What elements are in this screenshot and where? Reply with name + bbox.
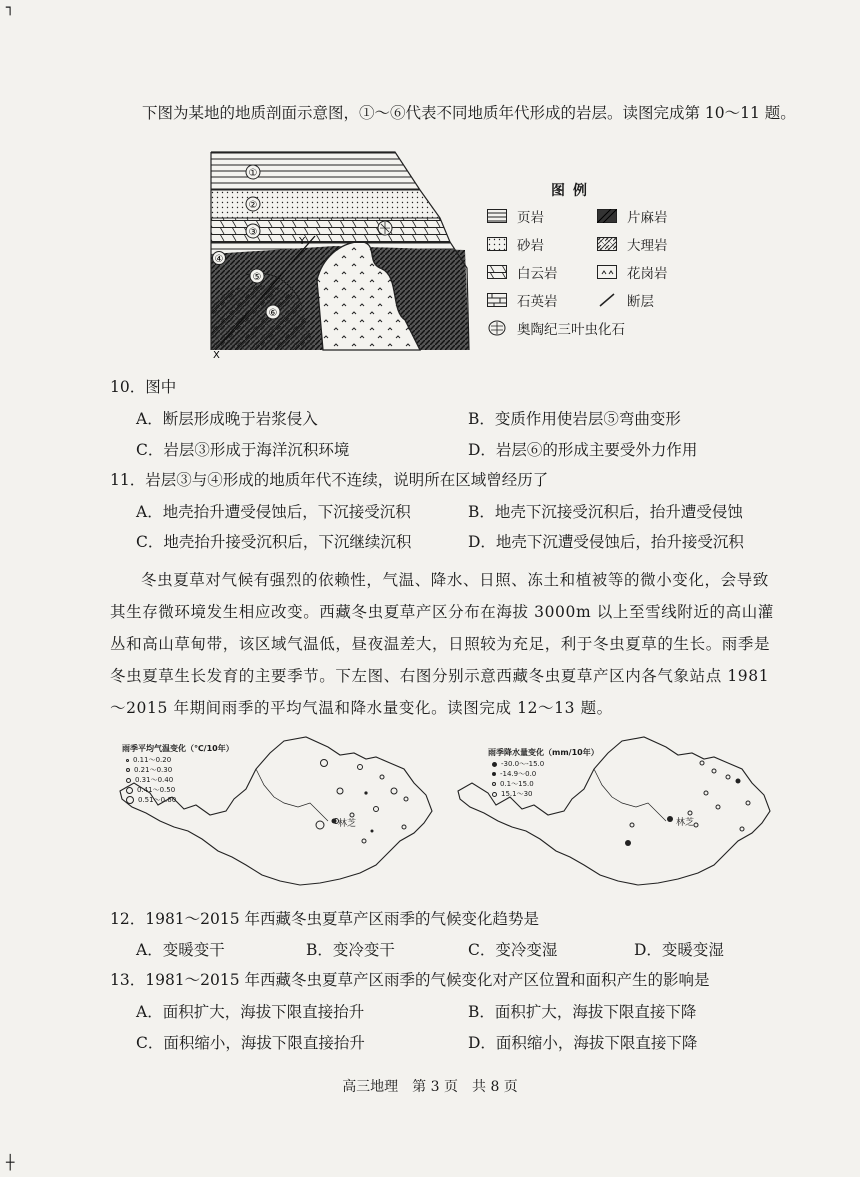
linzhi-station-left [332, 819, 337, 824]
q12-stem: 12．1981～2015 年西藏冬虫夏草产区雨季的气候变化趋势是 [110, 910, 540, 928]
legend-fault: 断层 [597, 290, 717, 310]
precipitation-change-map [452, 733, 782, 893]
sandstone-swatch-icon [487, 237, 507, 251]
precipitation-map-legend: -30.0～-15.0 -14.9～0.0 0.1～15.0 15.1～30 [492, 759, 544, 799]
linzhi-station-right [667, 816, 673, 822]
legend-sandstone: 砂岩 [487, 234, 597, 254]
q10-option-a[interactable]: A．断层形成晚于岩浆侵入 [136, 410, 318, 428]
fault-mark-y: Y [299, 236, 306, 247]
q11-option-d[interactable]: D．地壳下沉遭受侵蚀后，抬升接受沉积 [468, 533, 744, 551]
legend-trilobite-fossil: 奥陶纪三叶虫化石 [487, 318, 717, 338]
granite-swatch-icon [597, 265, 617, 279]
q12-option-b[interactable]: B．变冷变干 [306, 941, 395, 959]
q11-option-a[interactable]: A．地壳抬升遭受侵蚀后，下沉接受沉积 [136, 503, 411, 521]
legend-dolomite: 白云岩 [487, 262, 597, 282]
q13-option-c[interactable]: C．面积缩小，海拔下限直接抬升 [136, 1034, 365, 1052]
q10-option-d[interactable]: D．岩层⑥的形成主要受外力作用 [468, 441, 698, 459]
layer-label-2: ② [248, 200, 258, 211]
cordyceps-passage: 冬虫夏草对气候有强烈的依赖性，气温、降水、日照、冻土和植被等的微小变化，会导致其生存微环境发生相应改变。西藏冬虫夏草产区分布在海拔 3000m 以上至雪线附近的高山灌丛和高山草甸带，该区域气温低，昼夜温差大，日照较为充足，利于冬虫夏草的生长。雨季是冬虫夏草生长发育的主要季节。下左图、右图分别示意西藏冬虫夏草产区内各气象站点 1981～2015 年期间雨季的平均气温和降水量变化。读图完成 12～13 题。 [110, 571, 774, 717]
q13-stem: 13．1981～2015 年西藏冬虫夏草产区雨季的气候变化对产区位置和面积产生的影响是 [110, 971, 710, 989]
layer-label-5: ⑤ [252, 272, 262, 283]
q13-option-d[interactable]: D．面积缩小，海拔下限直接下降 [468, 1034, 698, 1052]
layer-label-4: ④ [214, 254, 224, 265]
quartzite-swatch-icon [487, 293, 507, 307]
fault-symbol-icon [597, 293, 617, 307]
q12-option-a[interactable]: A．变暖变干 [136, 941, 225, 959]
layer-label-3: ③ [248, 227, 258, 238]
legend-shale: 页岩 [487, 206, 597, 226]
q11-option-c[interactable]: C．地壳抬升接受沉积后，下沉继续沉积 [136, 533, 412, 551]
fault-mark-x: X [213, 350, 220, 360]
legend-gneiss: 片麻岩 [597, 206, 717, 226]
page-footer: 高三地理 第 3 页 共 8 页 [342, 1079, 518, 1095]
legend-title: 图例 [551, 183, 595, 199]
layer-label-1: ① [248, 168, 258, 179]
legend-marble: 大理岩 [597, 234, 717, 254]
intro-q10-11: 下图为某地的地质剖面示意图，①～⑥代表不同地质年代形成的岩层。读图完成第 10～11 题。 [142, 104, 796, 122]
q12-option-c[interactable]: C．变冷变湿 [468, 941, 558, 959]
profile-legend [487, 206, 717, 338]
q11-stem: 11．岩层③与④形成的地质年代不连续，说明所在区域曾经历了 [110, 471, 549, 489]
q10-option-c[interactable]: C．岩层③形成于海洋沉积环境 [136, 441, 350, 459]
crop-mark-bottom: ┼ [6, 1155, 15, 1171]
geological-profile-diagram [205, 150, 475, 360]
gneiss-swatch-icon [597, 209, 617, 223]
marble-swatch-icon [597, 237, 617, 251]
temperature-map-legend: 0.11～0.20 0.21～0.30 0.31～0.40 0.41～0.50 0.51～0.60 [126, 755, 176, 805]
temperature-change-map [114, 733, 444, 893]
temperature-map-title: 雨季平均气温变化（℃/10年） [122, 744, 234, 753]
q13-option-a[interactable]: A．面积扩大，海拔下限直接抬升 [136, 1003, 365, 1021]
dolomite-swatch-icon [487, 265, 507, 279]
trilobite-fossil-icon [487, 320, 507, 336]
legend-granite: 花岗岩 [597, 262, 717, 282]
linzhi-label-left: 林芝 [338, 819, 357, 829]
q12-option-d[interactable]: D．变暖变湿 [634, 941, 724, 959]
q11-option-b[interactable]: B．地壳下沉接受沉积后，抬升遭受侵蚀 [468, 503, 743, 521]
crop-mark-top: ┐ [6, 0, 15, 16]
precipitation-map-title: 雨季降水量变化（mm/10年） [488, 748, 599, 757]
linzhi-label-right: 林芝 [676, 818, 695, 828]
q13-option-b[interactable]: B．面积扩大，海拔下限直接下降 [468, 1003, 697, 1021]
q10-stem: 10．图中 [110, 378, 177, 396]
layer-label-6: ⑥ [268, 308, 278, 319]
legend-quartzite: 石英岩 [487, 290, 597, 310]
shale-swatch-icon [487, 209, 507, 223]
q10-option-b[interactable]: B．变质作用使岩层⑤弯曲变形 [468, 410, 681, 428]
